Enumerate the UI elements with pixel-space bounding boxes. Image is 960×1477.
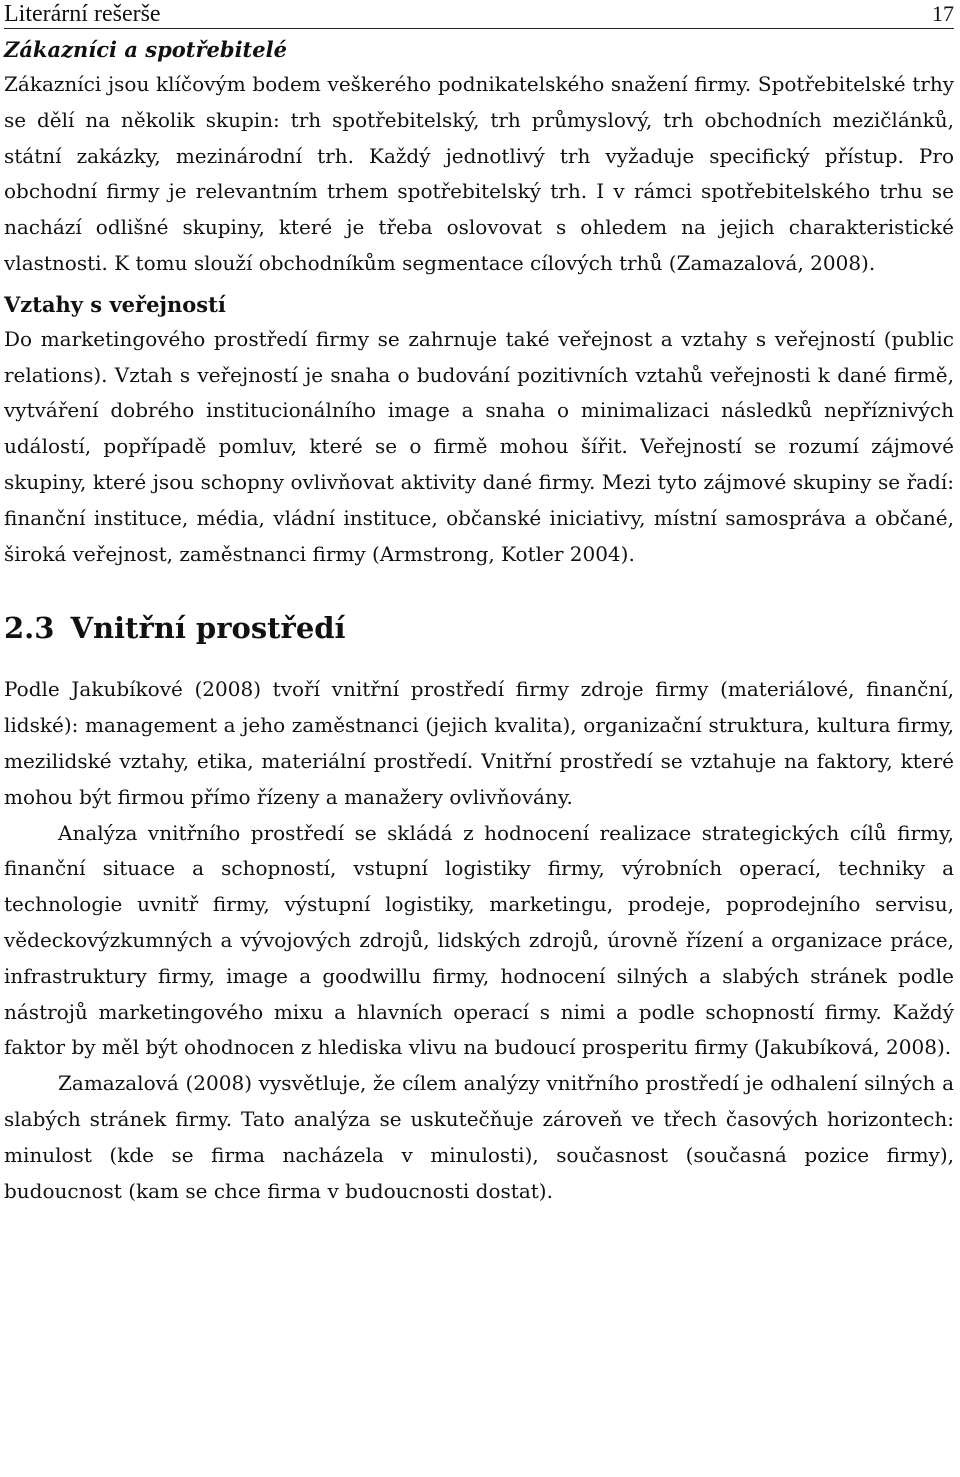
section-paragraph-3: Zamazalová (2008) vysvětluje, že cílem analýzy vnitřního prostředí je odhalení silných a slabých stránek firmy. Tato analýza se uskutečňuje zároveň ve třech časových horizontech: minulost (kde se firma nacházela v minulosti), současnost (současná pozice firmy), budoucnost (kam se chce firma v budoucnosti dostat). [4, 1071, 954, 1203]
section-heading [4, 608, 954, 648]
header-title: Literární rešerše [4, 1, 161, 27]
running-header [4, 0, 954, 29]
public-relations-paragraph: Do marketingového prostředí firmy se zahrnuje také veřejnost a vztahy s veřejností (public relations). Vztah s veřejností je snaha o budování pozitivních vztahů veřejnosti k dané firmě, vytváření dobrého institucionálního image a snaha o minimalizaci následků nepříznivých událostí, popřípadě pomluv, které se o firmě mohou šířit. Veřejností se rozumí zájmové skupiny, které jsou schopny ovlivňovat aktivity dané firmy. Mezi tyto zájmové skupiny se řadí: finanční instituce, média, vládní instituce, občanské iniciativy, místní samospráva a občané, široká veřejnost, zaměstnanci firmy (Armstrong, Kotler 2004). [4, 326, 954, 566]
page-number: 17 [932, 1, 954, 26]
section-number: 2.3 [4, 611, 55, 646]
section-title: Vnitřní prostředí [70, 611, 346, 646]
section-paragraph-2: Analýza vnitřního prostředí se skládá z hodnocení realizace strategických cílů firmy, finanční situace a schopností, vstupní logistiky firmy, výrobních operací, techniky a technologie uvnitř firmy, výstupní logistiky, marketingu, prodeje, poprodejního servisu, vědeckovýzkumných a vývojových zdrojů, lidských zdrojů, úrovně řízení a organizace práce, infrastruktury firmy, image a goodwillu firmy, hodnocení silných a slabých stránek podle nástrojů marketingového mixu a hlavních operací s nimi a podle schopností firmy. Každý faktor by měl být ohodnocen z hlediska vlivu na budoucí prosperitu firmy (Jakubíková, 2008). [4, 820, 954, 1060]
public-relations-heading: Vztahy s veřejností [4, 291, 226, 317]
section-paragraph-1: Podle Jakubíkové (2008) tvoří vnitřní prostředí firmy zdroje firmy (materiálové, finanční, lidské): management a jeho zaměstnanci (jejich kvalita), organizační struktura, kultura firmy, mezilidské vztahy, etika, materiální prostředí. Vnitřní prostředí se vztahuje na faktory, které mohou být firmou přímo řízeny a manažery ovlivňovány. [4, 677, 954, 809]
customers-heading: Zákazníci a spotřebitelé [4, 37, 287, 62]
document-page [4, 0, 954, 1209]
customers-paragraph: Zákazníci jsou klíčovým bodem veškerého podnikatelského snažení firmy. Spotřebitelské trhy se dělí na několik skupin: trh spotřebitelský, trh průmyslový, trh obchodních mezičlánků, státní zakázky, mezinárodní trh. Každý jednotlivý trh vyžaduje specifický přístup. Pro obchodní firmy je relevantním trhem spotřebitelský trh. I v rámci spotřebitelského trhu se nachází odlišné skupiny, které je třeba oslovovat s ohledem na jejich charakteristické vlastnosti. K tomu slouží obchodníkům segmentace cílových trhů (Zamazalová, 2008). [4, 72, 954, 275]
